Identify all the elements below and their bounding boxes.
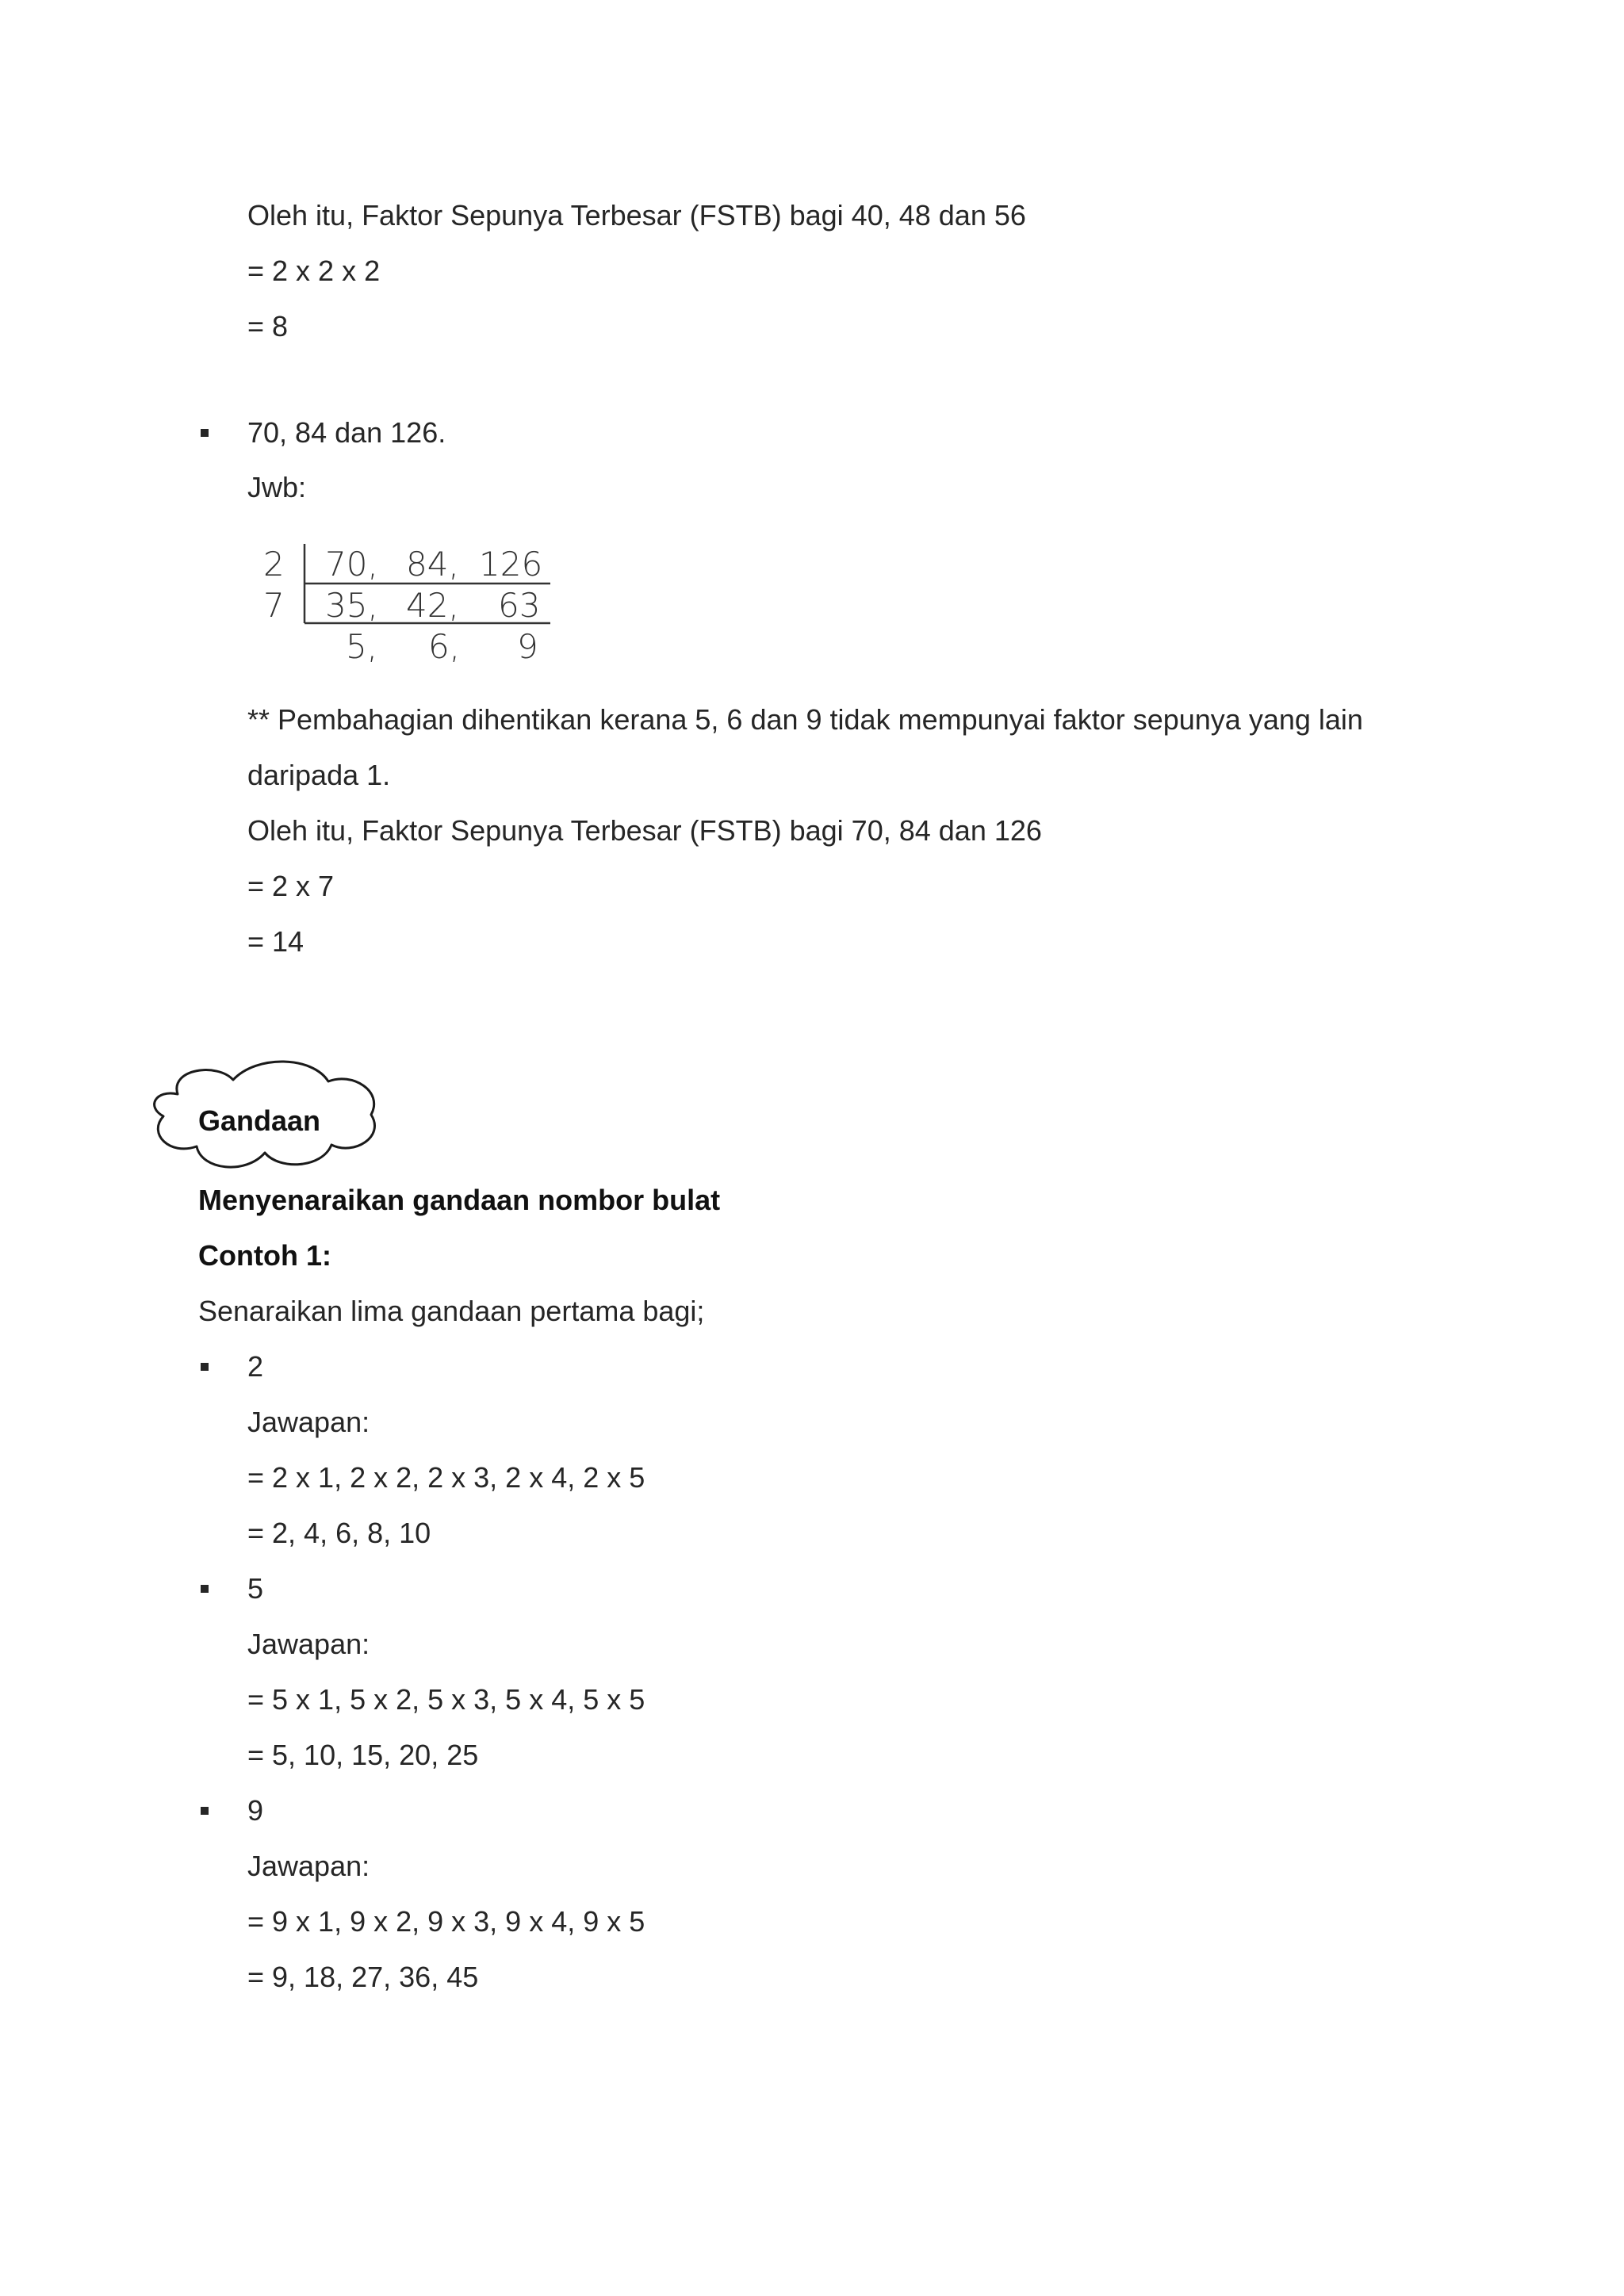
list-item-question: 70, 84 dan 126. bbox=[247, 416, 446, 449]
fstb-result: = 14 bbox=[247, 925, 304, 958]
section-title: Gandaan bbox=[198, 1104, 321, 1137]
division-cell: 9 bbox=[517, 627, 538, 666]
note-line: daripada 1. bbox=[247, 759, 391, 791]
factor-product: = 2 x 2 x 2 bbox=[247, 254, 381, 287]
division-cell: 126 bbox=[479, 545, 543, 584]
multiples-result: = 5, 10, 15, 20, 25 bbox=[247, 1739, 479, 1771]
multiples-result: = 9, 18, 27, 36, 45 bbox=[247, 1961, 479, 1993]
instruction-text: Senaraikan lima gandaan pertama bagi; bbox=[198, 1295, 705, 1327]
division-cell: 42, bbox=[406, 586, 459, 625]
multiplication-expression: = 2 x 1, 2 x 2, 2 x 3, 2 x 4, 2 x 5 bbox=[247, 1461, 645, 1494]
bullet-marker bbox=[201, 1363, 209, 1371]
factor-product: = 2 x 7 bbox=[247, 870, 335, 902]
answer-label: Jawapan: bbox=[247, 1628, 370, 1660]
note-line: ** Pembahagian dihentikan kerana 5, 6 dan 9 tidak mempunyai faktor sepunya yang lain bbox=[247, 703, 1363, 736]
fstb-result: = 8 bbox=[247, 310, 289, 342]
answer-label: Jawapan: bbox=[247, 1406, 370, 1438]
bullet-marker bbox=[201, 1807, 209, 1815]
divisor: 7 bbox=[263, 586, 285, 625]
division-cell: 84, bbox=[406, 545, 459, 584]
multiplication-expression: = 5 x 1, 5 x 2, 5 x 3, 5 x 4, 5 x 5 bbox=[247, 1683, 645, 1716]
example-label: Contoh 1: bbox=[198, 1239, 331, 1272]
answer-label: Jawapan: bbox=[247, 1850, 370, 1882]
multiplication-expression: = 9 x 1, 9 x 2, 9 x 3, 9 x 4, 9 x 5 bbox=[247, 1905, 645, 1938]
division-cell: 5, bbox=[346, 627, 378, 666]
multiples-result: = 2, 4, 6, 8, 10 bbox=[247, 1517, 431, 1549]
division-cell: 6, bbox=[428, 627, 461, 666]
divisor: 2 bbox=[263, 545, 285, 584]
fstb-statement: Oleh itu, Faktor Sepunya Terbesar (FSTB) bagi 40, 48 dan 56 bbox=[247, 199, 1026, 232]
answer-label: Jwb: bbox=[247, 471, 307, 503]
division-cell: 63 bbox=[498, 586, 541, 625]
list-item-number: 9 bbox=[247, 1794, 264, 1827]
division-cell: 70, bbox=[325, 545, 378, 584]
ladder-division bbox=[255, 541, 557, 679]
fstb-statement: Oleh itu, Faktor Sepunya Terbesar (FSTB) bagi 70, 84 dan 126 bbox=[247, 814, 1042, 847]
bullet-marker bbox=[201, 1585, 209, 1593]
list-item-number: 2 bbox=[247, 1350, 264, 1383]
section-heading: Menyenaraikan gandaan nombor bulat bbox=[198, 1184, 721, 1216]
list-item-number: 5 bbox=[247, 1572, 264, 1605]
bullet-marker bbox=[201, 429, 209, 437]
division-cell: 35, bbox=[325, 586, 378, 625]
